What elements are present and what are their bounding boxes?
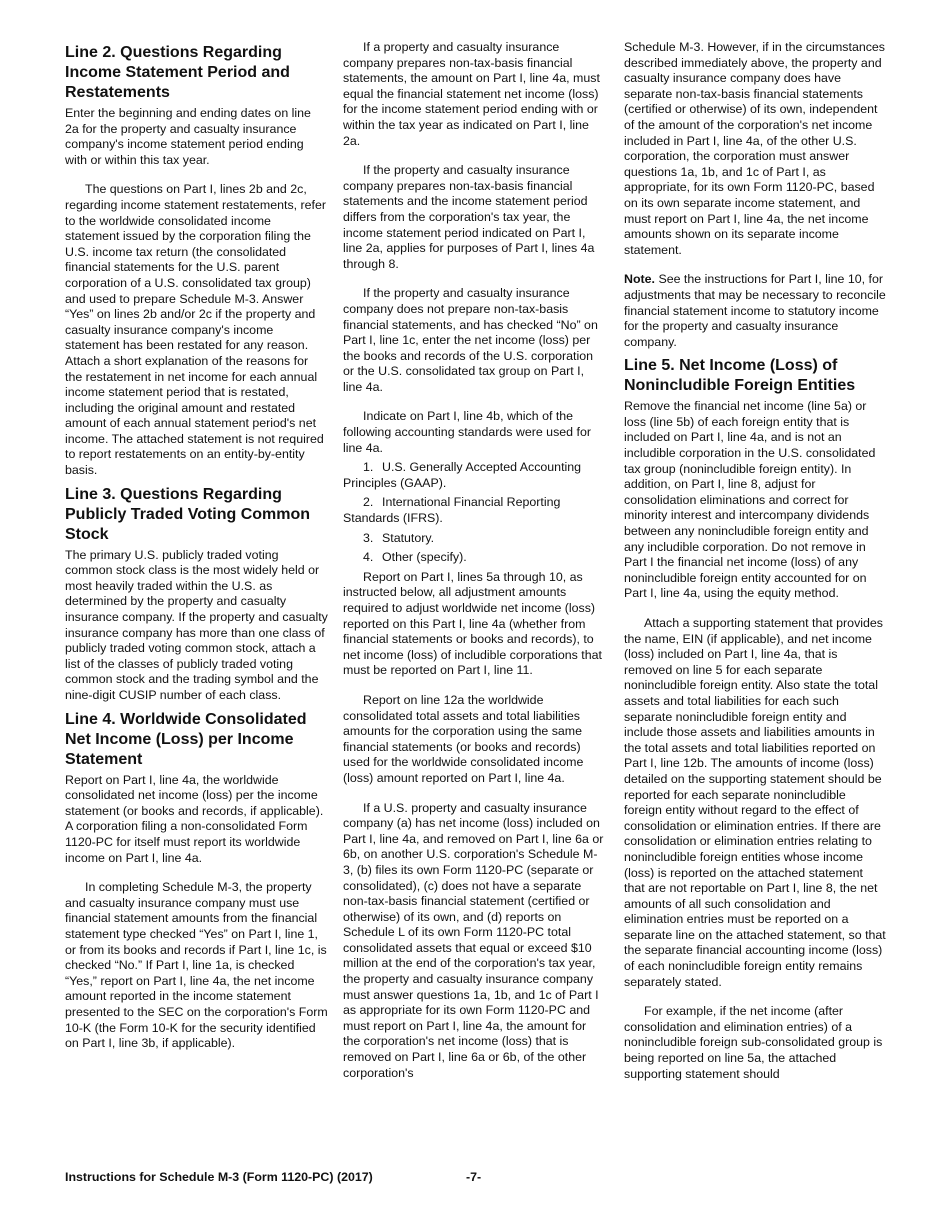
middle-paragraph-7: If a U.S. property and casualty insurance company (a) has net income (loss) included on Part I, line 4a, and removed on Part I, line 6a or 6b, on another U.S. corporation's Schedule M-3, (b) files its own Form 1120-PC (separate or consolidated), (c) does not have a separate non-tax-basis financial statement (certified or otherwise) of its own, and (d) reports on Schedule L of its own Form 1120-PC total consolidated assets that equal or exceed $10 million at the end of the corporation's tax year, the property and casualty insurance company must answer questions 1a, 1b, and 1c of Part I as appropriate for its own Form 1120-PC and must report on Part I, line 4a, the amount for the corporation's net income (loss) that is removed on Part I, line 6a or 6b, of the other corporation's [343, 800, 604, 1080]
middle-paragraph-1: If a property and casualty insurance company prepares non-tax-basis financial statements, the amount on Part I, line 4a, must equal the financial statement net income (loss) for the income statement period ending with or within the tax year as indicated on Part I, line 2a. [343, 40, 600, 148]
line2-paragraph-2: The questions on Part I, lines 2b and 2c, regarding income statement restatements, refer to the worldwide consolidated income statement issued by the corporation filing the U.S. income tax return (the consolidated financial statements for the U.S. parent corporation of a U.S. consolidated tax group) and used to prepare Schedule M-3. Answer “Yes” on lines 2b and/or 2c if the property and casualty insurance company's income statement has been restated for any reason. Attach a short explanation of the reasons for the restatement in net income for each annual income statement period that is restated, including the original amount and restated amount of each annual statement period's net income. The attached statement is not required to report restatements on an entity-by-entity basis. [65, 182, 327, 478]
line5-paragraph-3: For example, if the net income (after consolidation and elimination entries) of a nonincludible foreign sub-consolidated group is being reported on line 5a, the attached supporting statement should [624, 1004, 883, 1081]
middle-paragraph-2: If the property and casualty insurance company prepares non-tax-basis financial statements and the income statement period differs from the corporation's tax year, the income statement period indicated on Part I, line 2a, applies for purposes of Part I, lines 4a through 8. [343, 163, 595, 271]
line2-heading: Line 2. Questions Regarding Income Statement Period and Restatements [65, 44, 290, 101]
line5-paragraph-1: Remove the financial net income (line 5a) or loss (line 5b) of each foreign entity that is included on Part I, line 4a, and is not an includible corporation in the U.S. consolidated tax group (nonincludible foreign entity). In addition, on Part I, line 8, adjust for consolidation eliminations and correct for minority interest and intercompany dividends between any nonincludible foreign entity and any includible corporation. Do not remove in Part I the financial net income (loss) of any nonincludible foreign entity accounted for on Part I, line 4a, using the equity method. [624, 399, 876, 601]
footer-title: Instructions for Schedule M-3 (Form 1120-PC) (2017) [65, 1170, 373, 1184]
line3-paragraph-1: The primary U.S. publicly traded voting common stock class is the most widely held or most heavily traded within the U.S. as determined by the property and casualty insurance company. If the property and casualty insurance company has more than one class of publicly traded voting common stock, attach a list of the classes of publicly traded voting common stock and the trading symbol and the nine-digit CUSIP number of each class. [65, 547, 328, 702]
middle-paragraph-3: If the property and casualty insurance company does not prepare non-tax-basis financial statements, and has checked “No” on Part I, line 1c, enter the net income (loss) per the books and records of the U.S. corporation or the U.S. consolidated tax group on Part I, line 4a. [343, 286, 598, 394]
list-item: 4. Other (specify). [363, 550, 467, 565]
right-paragraph-1: Schedule M-3. However, if in the circumstances described immediately above, the property and casualty insurance company does have separate non-tax-basis financial statements (certified or otherwise) of its own, independent of the amount of the corporation's net income included in Part I, line 4a, of the other U.S. corporation, the corporation must answer questions 1a, 1b, and 1c of Part I, as appropriate, for its own Form 1120-PC, based on its own separate income statement, and must report on Part I, line 4a, the net income amounts shown on its separate income statement. [624, 40, 886, 257]
column-right [624, 40, 887, 1096]
middle-paragraph-4: Indicate on Part I, line 4b, which of the following accounting standards were used for line 4a. [343, 409, 591, 455]
middle-paragraph-6: Report on line 12a the worldwide consolidated total assets and total liabilities amounts for the corporation using the same financial statements (or books and records) used for the worldwide consolidated income (loss) amount reported on Part I, line 4a. [343, 692, 584, 785]
line5-paragraph-2: Attach a supporting statement that provides the name, EIN (if applicable), and net income (loss) included on Part I, line 4a, that is removed on line 5 for each separate nonincludible foreign entity. Also state the total assets and total liabilities for each such separate nonincludible foreign entity and include those assets and liabilities amounts in the total assets and total liabilities reported on Part I, line 12b. The amounts of income (loss) detailed on the supporting statement should be reported for each separate nonincludible foreign entity without regard to the effect of consolidation or elimination entries. If there are consolidation or elimination entries relating to nonincludible foreign entities whose income (loss) is reported on the attached statement that are not reportable on Part I, line 8, the net amounts of all such consolidation and elimination entries must be reported on a separate line on the attached statement, so that the separate financial accounting income (loss) of each nonincludible foreign entity remains separately stated. [624, 616, 886, 989]
list-item: 1. U.S. Generally Accepted Accounting Principles (GAAP). [343, 460, 582, 490]
line3-heading: Line 3. Questions Regarding Publicly Traded Voting Common Stock [65, 485, 311, 543]
line5-heading: Line 5. Net Income (Loss) of Nonincludible Foreign Entities [624, 357, 856, 395]
line4-paragraph-1: Report on Part I, line 4a, the worldwide consolidated net income (loss) per the income statement (or books and records, if applicable). A corporation filing a non-consolidated Form 1120-PC for itself must report its worldwide income on Part I, line 4a. [65, 772, 324, 865]
column-left [65, 40, 328, 1066]
line4-heading: Line 4. Worldwide Consolidated Net Income (Loss) per Income Statement [65, 710, 307, 768]
page-number: -7- [466, 1170, 482, 1184]
line2-paragraph-1: Enter the beginning and ending dates on line 2a for the property and casualty insurance company's income statement period ending with or within this tax year. [65, 106, 311, 167]
note-paragraph [624, 272, 887, 350]
column-middle [343, 40, 606, 1095]
list-item: 2. International Financial Reporting Standards (IFRS). [343, 495, 561, 526]
list-item: 3. Statutory. [363, 530, 435, 545]
note-text: See the instructions for Part I, line 10, for adjustments that may be necessary to reconcile financial statement income to statutory income for the property and casualty insurance company. [624, 272, 886, 349]
middle-paragraph-5: Report on Part I, lines 5a through 10, as instructed below, all adjustment amounts required to adjust worldwide net income (loss) reported on this Part I, line 4a (whether from financial statements or books and records), to net income (loss) of includible corporations that must be reported on Part I, line 11. [343, 569, 602, 678]
note-label: Note. [624, 272, 655, 287]
line4-paragraph-2: In completing Schedule M-3, the property and casualty insurance company must use financial statement amounts from the financial statement type checked “Yes” on Part I, line 1, or from its books and records if Part I, line 1c, is checked “No.” If Part I, line 1a, is checked “Yes,” report on Part I, line 4a, the net income amount reported in the income statement presented to the SEC on the corporation's Form 10-K (the Form 10-K for the security identified on Part I, line 3b, if applicable). [65, 880, 328, 1051]
accounting-standards-list [343, 460, 606, 566]
